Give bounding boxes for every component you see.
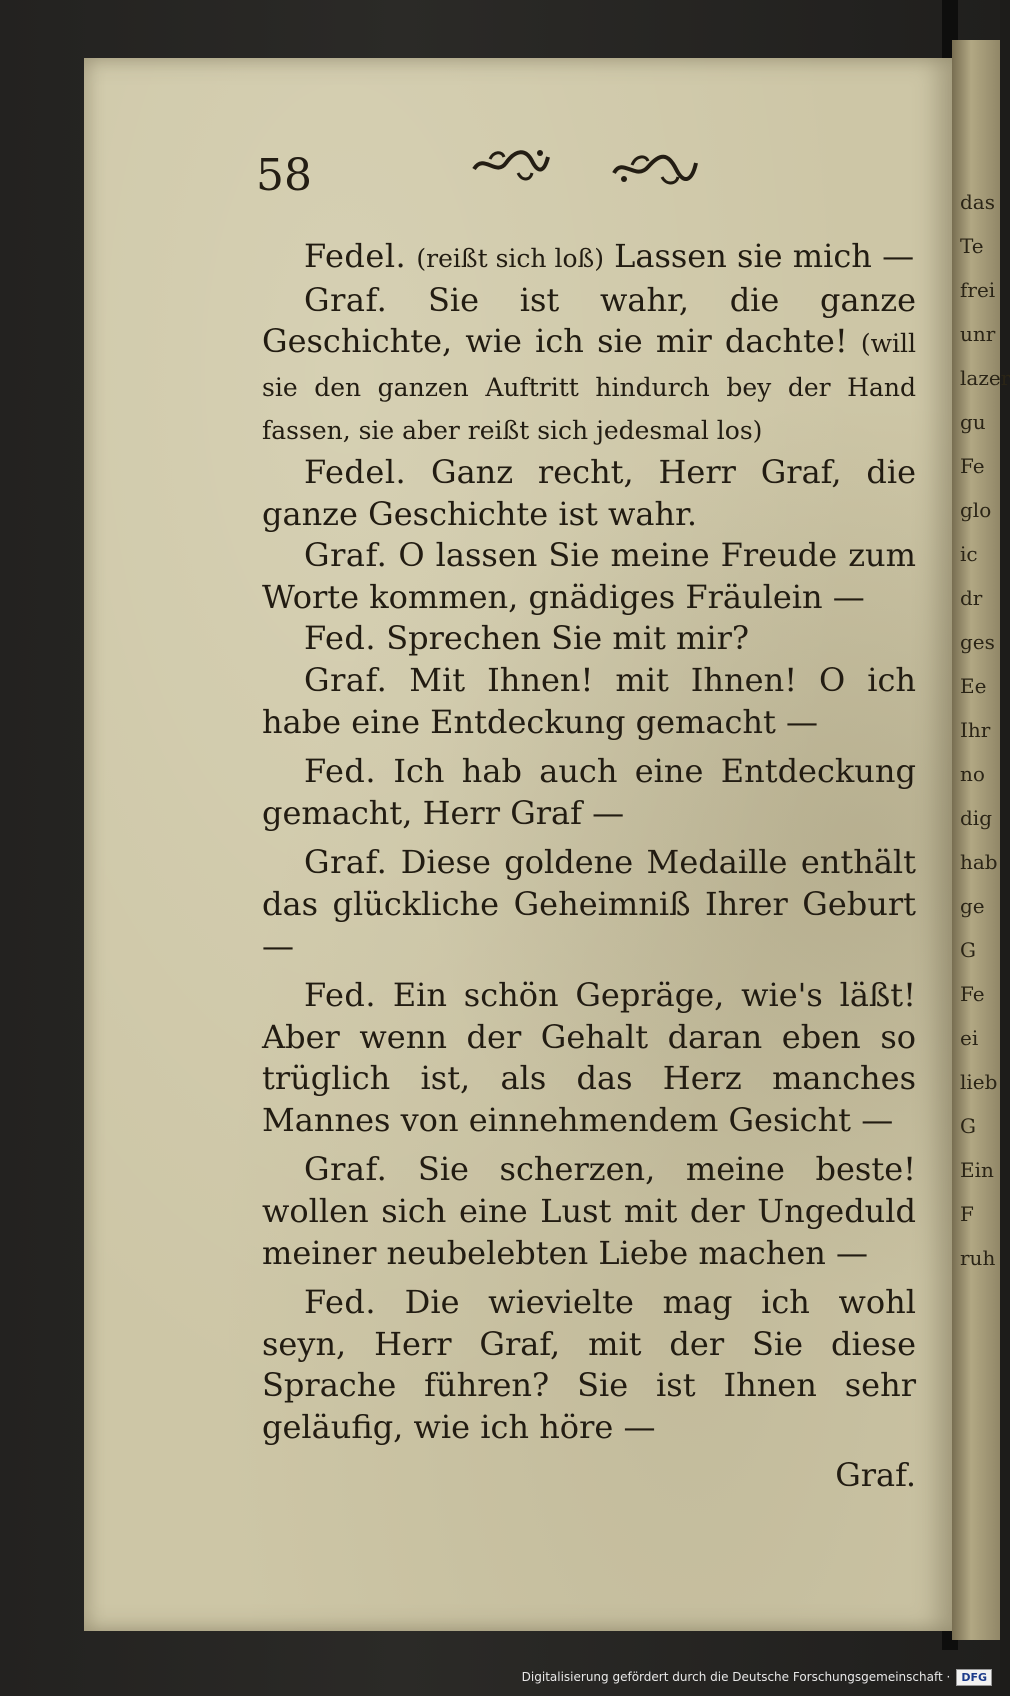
dialogue-paragraph <box>262 1282 916 1448</box>
speaker-name: Graf. <box>304 660 388 699</box>
dialogue-paragraph <box>262 842 916 967</box>
adjacent-page-fragment: dig <box>960 806 993 830</box>
adjacent-page-fragment: lazer <box>960 366 1010 390</box>
adjacent-page-fragment: G <box>960 938 976 962</box>
credit-text: Digitalisierung gefördert durch die Deutsche Forschungsgemeinschaft · <box>521 1670 951 1684</box>
adjacent-page-fragment: ges <box>960 630 995 654</box>
catchword: Graf. <box>835 1455 916 1494</box>
dialogue-paragraph <box>262 751 916 834</box>
dialogue-paragraph <box>262 660 916 743</box>
dialogue-text: Sie scherzen, meine beste! wollen sich eine Lust mit der Ungeduld meiner neubelebten Liebe machen — <box>262 1150 917 1272</box>
adjacent-page-fragment: unr <box>960 322 996 346</box>
speaker-name: Fed. <box>304 752 377 791</box>
adjacent-page-fragment: ge <box>960 894 985 918</box>
stage-direction: (reißt sich loß) <box>416 244 604 273</box>
adjacent-page-fragment: ic <box>960 542 978 566</box>
speaker-name: Fed. <box>304 976 377 1015</box>
adjacent-page-fragment: Te <box>960 234 984 258</box>
speaker-name: Graf. <box>304 843 388 882</box>
speaker-name: Graf. <box>304 280 388 319</box>
speaker-name: Graf. <box>304 1150 388 1189</box>
adjacent-page-fragment: gu <box>960 410 986 434</box>
stage-direction: (will sie den ganzen Auftritt hindurch bey der Hand fassen, sie aber reißt sich jedesmal los) <box>262 329 916 446</box>
dialogue-text: Diese goldene Medaille enthält das glückliche Geheimniß Ihrer Geburt — <box>262 843 917 965</box>
adjacent-page-fragment: G <box>960 1114 976 1138</box>
dialogue-text: O lassen Sie meine Freude zum Worte kommen, gnädiges Fräulein — <box>262 536 917 616</box>
page-number: 58 <box>256 150 312 201</box>
dialogue-text: Ganz recht, Herr Graf, die ganze Geschichte ist wahr. <box>262 452 917 533</box>
left-floral-ornament-icon <box>470 143 550 187</box>
speaker-name: Fedel. <box>304 452 407 491</box>
dfg-logo: DFG <box>956 1669 992 1686</box>
speaker-name: Fed. <box>304 1283 377 1322</box>
dialogue-text: Ein schön Gepräge, wie's läßt! Aber wenn der Gehalt daran eben so trüglich ist, als das Herz manches Mannes von einnehmendem Gesicht — <box>262 976 917 1139</box>
adjacent-page-fragment: no <box>960 762 985 786</box>
adjacent-page-fragment: Fe <box>960 982 985 1006</box>
dialogue-text: Mit Ihnen! mit Ihnen! O ich habe eine Entdeckung gemacht — <box>262 660 917 741</box>
speaker-name: Fed. <box>304 619 377 658</box>
right-floral-ornament-icon <box>610 143 700 191</box>
play-text <box>262 236 916 1496</box>
dialogue-paragraph <box>262 452 916 535</box>
adjacent-page-fragment: glo <box>960 498 992 522</box>
adjacent-page-fragment: frei <box>960 278 996 302</box>
speaker-name: Graf. <box>304 536 388 575</box>
dialogue-paragraph <box>262 236 916 280</box>
adjacent-page-fragment: das <box>960 190 995 214</box>
adjacent-page-fragment: F <box>960 1202 974 1226</box>
dialogue-paragraph <box>262 975 916 1141</box>
adjacent-page-fragment: Ee <box>960 674 987 698</box>
dialogue-paragraph <box>262 1149 916 1274</box>
dialogue-text: Sie ist wahr, die ganze Geschichte, wie ich sie mir dachte! <box>262 280 917 361</box>
dialogue-text: Sprechen Sie mit mir? <box>386 619 750 658</box>
adjacent-page-fragment: hab <box>960 850 998 874</box>
dialogue-text: Lassen sie mich — <box>614 237 915 275</box>
speaker-name: Fedel. <box>304 237 407 275</box>
adjacent-page-edge <box>952 40 1010 1640</box>
adjacent-page-fragment: dr <box>960 586 983 610</box>
adjacent-page-fragment: Ihr <box>960 718 991 742</box>
adjacent-page-fragment: Fe <box>960 454 985 478</box>
adjacent-page-fragment: Ein <box>960 1158 994 1182</box>
dialogue-paragraph <box>262 280 916 452</box>
dialogue-paragraph <box>262 618 916 660</box>
adjacent-page-fragment: lieb <box>960 1070 998 1094</box>
dialogue-text: Ich hab auch eine Entdeckung gemacht, Herr Graf — <box>262 752 916 832</box>
adjacent-page-fragment: ruh <box>960 1246 996 1270</box>
digitization-credit <box>522 1666 992 1688</box>
adjacent-page-fragment: ei <box>960 1026 979 1050</box>
dialogue-paragraph <box>262 535 916 618</box>
dialogue-text: Die wievielte mag ich wohl seyn, Herr Graf, mit der Sie diese Sprache führen? Sie ist Ihnen sehr geläufig, wie ich höre — <box>262 1283 917 1447</box>
